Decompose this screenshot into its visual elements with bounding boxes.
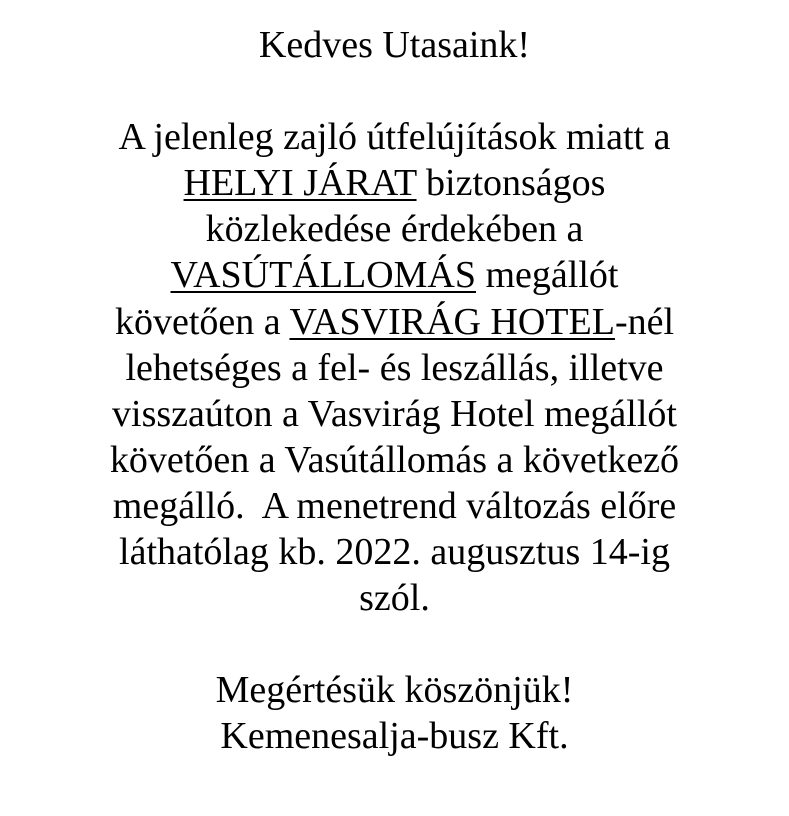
signature: Kemenesalja-busz Kft. <box>220 715 569 758</box>
local-service-highlight: HELYI JÁRAT <box>183 162 417 205</box>
railway-station-highlight: VASÚTÁLLOMÁS <box>170 254 476 297</box>
body-line-4-rest: megállót <box>475 254 619 297</box>
closing-thanks: Megértésük köszönjük! <box>215 669 574 712</box>
body-line-3: közlekedése érdekében a <box>205 208 584 251</box>
body-line-5-pre: követően a <box>114 300 290 343</box>
body-line-5-post: -nél <box>614 300 675 343</box>
body-line-2-rest: biztonságos <box>416 162 606 205</box>
body-line-7: visszaúton a Vasvirág Hotel megállót <box>112 392 677 435</box>
body-line-10: láthatólag kb. 2022. augusztus 14-ig <box>119 531 670 574</box>
body-line-8: követően a Vasútállomás a következő <box>109 438 680 481</box>
body-line-9: megálló. A menetrend változás előre <box>112 484 677 527</box>
body-line-2 <box>0 160 789 206</box>
notice-body <box>0 114 789 621</box>
body-line-5 <box>0 299 789 345</box>
greeting: Kedves Utasaink! <box>258 24 531 66</box>
body-line-4 <box>0 252 789 298</box>
body-line-11: szól. <box>359 577 430 620</box>
spacer <box>0 621 789 667</box>
body-line-6: lehetséges a fel- és leszállás, illetve <box>125 346 664 389</box>
body-line-1: A jelenleg zajló útfelújítások miatt a <box>118 116 671 159</box>
spacer <box>0 68 789 114</box>
hotel-highlight: VASVIRÁG HOTEL <box>289 300 615 343</box>
